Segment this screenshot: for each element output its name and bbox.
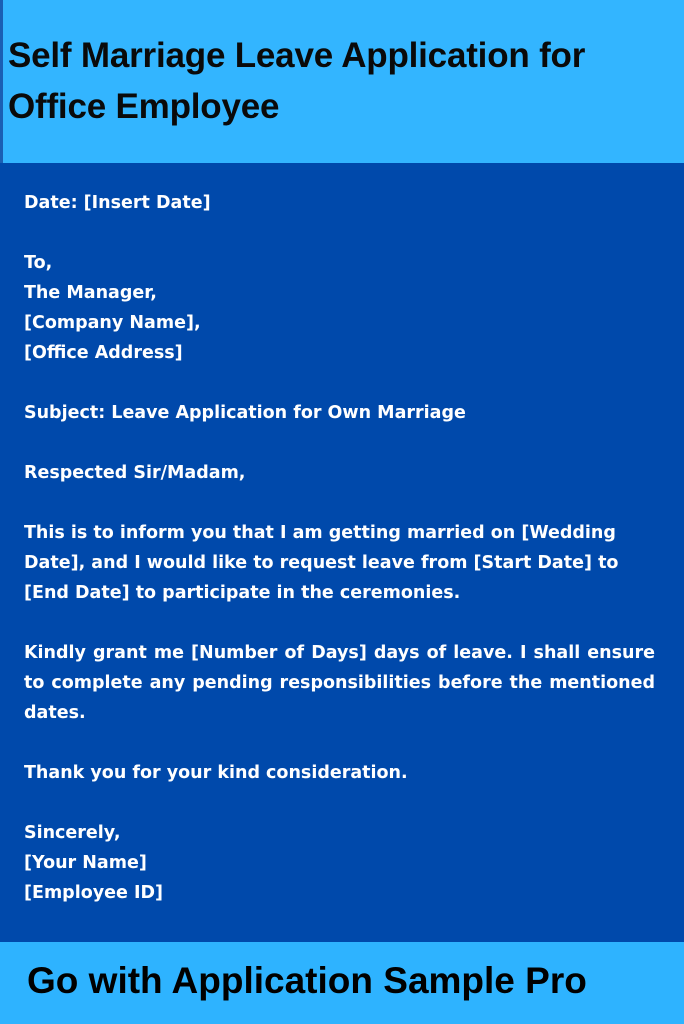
header-banner [0, 0, 684, 163]
body-paragraph-2: Kindly grant me [Number of Days] days of leave. I shall ensure to complete any pending responsibilities before the mentioned dates. [24, 643, 655, 723]
recipient-company: [Company Name], [24, 313, 201, 333]
page-title: Self Marriage Leave Application for Office Employee [8, 36, 586, 126]
closing-sign-off: Sincerely, [24, 823, 121, 843]
recipient-block [24, 248, 655, 368]
letter-subject: Subject: Leave Application for Own Marriage [24, 403, 466, 423]
recipient-address: [Office Address] [24, 343, 183, 363]
body-paragraph-3: Thank you for your kind consideration. [24, 763, 408, 783]
recipient-to: To, [24, 253, 53, 273]
letter-salutation: Respected Sir/Madam, [24, 463, 246, 483]
body-paragraph-1: This is to inform you that I am getting married on [Wedding Date], and I would like to request leave from [Start Date] to [End Date] to participate in the ceremonies. [24, 523, 619, 603]
footer-banner [0, 942, 684, 1024]
letter-body [0, 163, 684, 942]
recipient-name: The Manager, [24, 283, 157, 303]
closing-block [24, 818, 655, 908]
letter-date: Date: [Insert Date] [24, 193, 211, 213]
closing-name: [Your Name] [24, 853, 147, 873]
closing-employee-id: [Employee ID] [24, 883, 164, 903]
footer-text: Go with Application Sample Pro [27, 960, 587, 1001]
